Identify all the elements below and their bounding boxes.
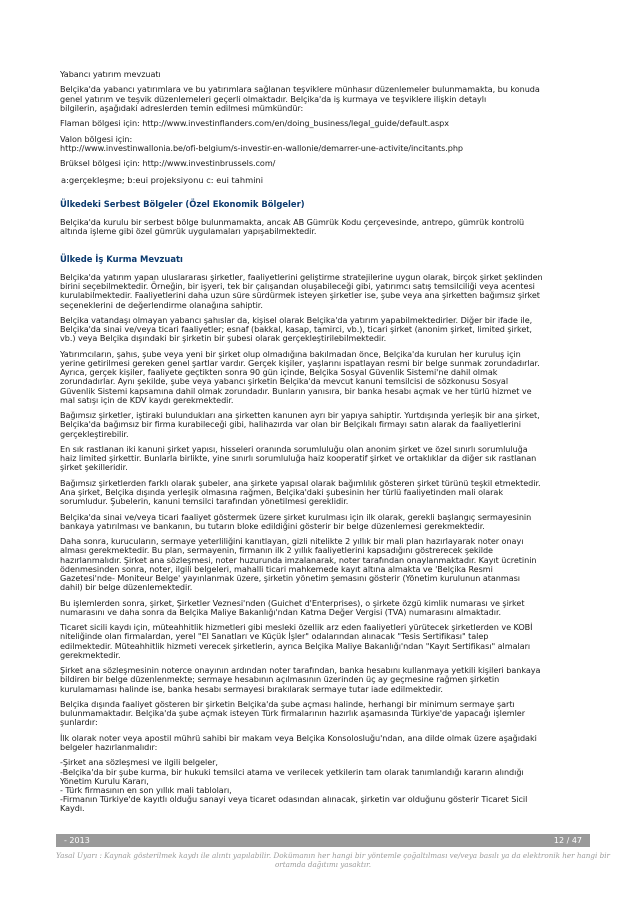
paragraph: Bağımsız şirketler, iştiraki bulundukları ana şirketten kanunen ayrı bir yapıya sahiptir. Yurtdışında yerleşik bir ana şirket, Belçika'da bağımsız bir firma kurabileceği gibi, halihazırda var olan bir Belçikalı firmayı satın alarak da faaliyetlerini gerçekleştirebilir. — [60, 410, 540, 439]
paragraph: Belçika vatandaşı olmayan yabancı şahıslar da, kişisel olarak Belçika'da yatırım yapabilmektedirler. Diğer bir ifade ile, Belçika'da sinai ve/veya ticari faaliyetler; esnaf (bakkal, kasap, tamirci, vb.), ticari şirket (anonim şirket, limited şirket, vb.) veya Belçika dışındaki bir şirketin bir şubesi olarak gerçekleştirilebilmektedir. — [60, 314, 533, 344]
free-zones-paragraph: Belçika'da kurulu bir serbest bölge bulunmamakta, ancak AB Gümrük Kodu çerçevesinde, antrepo, gümrük kontrolü altında işleme gibi özel gümrük uygulamaları yapışabilmektedir. — [60, 216, 525, 236]
list-item: - Türk firmasının en son yıllık mali tabloları, — [60, 784, 232, 795]
list-item: Yönetim Kurulu Kararı, — [60, 775, 149, 786]
footer-bar — [56, 834, 590, 847]
legend-note: a:gerçekleşme; b:eui projeksiyonu c: eui tahmini — [61, 174, 264, 185]
paragraph: Belçika'da yatırım yapan uluslararası şirketler, faaliyetlerini geliştirme stratejilerine uygun olarak, birçok şirket şeklinden birini seçebilmektedir. Örneğin, bir işyeri, tek bir çalışandan oluşabileceği gibi, yatırımcı satış temsilciliği veya acentesi kurulabilmektedir. Faaliyetlerini daha uzun süre sürdürmek isteyen şirketler ise, şube veya ana şirketten bağımsız şirket seçeneklerini de değerlendirme olanağına sahiptir. — [60, 271, 543, 310]
paragraph: Bu işlemlerden sonra, şirket, Şirketler Veznesi'nden (Guichet d'Enterprises), o şirkete özgü kimlik numarası ve şirket numarasını ve daha sonra da Belçika Maliye Bakanlığı'ndan Katma Değer Vergisi (TVA) numarasını almaktadır. — [60, 597, 525, 617]
footer-year: - 2013 — [64, 836, 90, 845]
flemish-region-link-text: Flaman bölgesi için: http://www.investinflanders.com/en/doing_business/legal_guide/default.aspx — [60, 118, 449, 129]
section-label: Yabancı yatırım mevzuatı — [60, 69, 161, 79]
paragraph: Ticaret sicili kaydı için, müteahhitlik hizmetleri gibi mesleki özellik arz eden faaliyetleri yürütecek şirketlerden ve KOBİ niteliğinde olan firmalardan, yerel "El Sanatları ve Küçük İşler" odalarından alınacak "Tesis Sertifikası" talep edilmektedir. Müteahhitlik hizmeti verecek şirketlerin, ayrıca Belçika Maliye Bakanlığı'ndan "Kayıt Sertifikası" almaları gerekmektedir. — [60, 622, 533, 660]
paragraph: Şirket ana sözleşmesinin noterce onayının ardından noter tarafından, banka hesabını kullanmaya yetkili kişileri bankaya bildiren bir belge düzenlenmekte; sermaye hesabının açılmasının üzerinden üç ay geçmesine rağmen şirketin kurulamaması halinde ise, banka hesabı sermayesi bırakılarak sermaye tutar iade edilmektedir. — [60, 665, 541, 694]
paragraph: Belçika dışında faaliyet gösteren bir şirketin Belçika'da şube açması halinde, herhangi bir minimum sermaye şartı bulunmamaktadır. Belçika'da şube açmak isteyen Türk firmalarının hazırlık aşamasında Türkiye'de yapacağı işlemler şunlardır: — [60, 698, 525, 728]
paragraph: En sık rastlanan iki kanuni şirket yapısı, hisseleri oranında sorumluluğu olan anonim şirket ve özel sınırlı sorumluluğa haiz limited şirkettir. Bunlarla birlikte, yine sınırlı sorumluluğa haiz kooperatif şirket ve ortaklıklar da diğer sık rastlanan şirket şekilleridir. — [60, 443, 537, 473]
paragraph: Bağımsız şirketlerden farklı olarak şubeler, ana şirkete yapısal olarak bağımlılık gösteren şirket türünü teşkil etmektedir. Ana şirket, Belçika dışında yerleşik olmasına rağmen, Belçika'daki şubesinin her türlü faaliyetinden mali olarak sorumludur. Şubelerin, kanuni temsilci tarafından yönetilmesi gereklidir. — [60, 477, 541, 507]
list-item: -Firmanın Türkiye'de kayıtlı olduğu sanayi veya ticaret odasından alınacak, şirketin var olduğunu gösterir Ticaret Sicil — [60, 794, 528, 805]
list-item: -Belçika'da bir şube kurma, bir hukuki temsilci atama ve verilecek yetkilerin tam olarak tanımlandığı kararın alındığı — [60, 766, 524, 777]
required-documents-list — [60, 758, 588, 813]
page-number: 12 / 47 — [553, 836, 582, 845]
document-body — [60, 70, 588, 820]
wallonia-region-link-text: Valon bölgesi için: http://www.investinwallonia.be/ofi-belgium/s-investir-en-wallonie/demarrer-une-activite/incitants.php — [60, 133, 464, 153]
heading-free-zones: Ülkedeki Serbest Bölgeler (Özel Ekonomik Bölgeler) — [60, 198, 305, 209]
brussels-region-link-text: Brüksel bölgesi için: http://www.investinbrussels.com/ — [60, 158, 276, 169]
paragraph: Belçika'da sinai ve/veya ticari faaliyet göstermek üzere şirket kurulması için ilk olarak, gerekli başlangıç sermayesinin bankaya yatırılması ve bankanın, bu tutarın bloke edildiğini gösterir bir belge düzenlemesi gerekmektedir. — [60, 511, 532, 531]
paragraph: İlk olarak noter veya apostil mührü sahibi bir makam veya Belçika Konsolosluğu'ndan, ana dilde olmak üzere aşağıdaki belgeler hazırlanmalıdır: — [60, 732, 537, 752]
intro-paragraph: Belçika'da yabancı yatırımlara ve bu yatırımlara sağlanan teşviklere münhasır düzenlemeler bulunmamakta, bu konuda genel yatırım ve teşvik düzenlemeleri geçerli olmaktadır. Belçika'da iş kurmaya ve teşviklere ilişkin detaylı bilgilerin, aşağıdaki adreslerden temin edilmesi mümkündür: — [60, 84, 540, 113]
paragraph: Yatırımcıların, şahıs, şube veya yeni bir şirket olup olmadığına bakılmadan önce, Belçika'da kurulan her kuruluş için yerine getirilmesi gereken genel şartlar vardır. Gerçek kişiler, yaşlarını ispatlayan resmi bir belge sunmak zorundadırlar. Ayrıca, gerçek kişiler, faaliyete geçtikten sonra 90 gün içinde, Belçika Sosyal Güvenlik Sistemi'ne dahil olmak zorundadırlar. Aynı şekilde, şube veya yabancı şirketin Belçika'da mevcut kanuni temsilcisi de sözkonusu Sosyal Güvenlik Sistemi kapsamına dahil olmak zorundadır. Bunların yanısıra, bir banka hesabı açmak ve her türlü hizmet ve mal satışı için de KDV kaydı gerekmektedir. — [60, 348, 540, 405]
heading-business-setup: Ülkede İş Kurma Mevzuatı — [60, 253, 183, 264]
legal-notice: Yasal Uyarı : Kaynak gösterilmek kaydı ile alıntı yapılabilir. Dokümanın her hangi bir yöntemle çoğaltılması ve/veya basılı ya da elektronik her hangi bir ortamda dağıtımı yasaktır. — [56, 851, 610, 869]
list-item: Kaydı. — [60, 803, 85, 814]
paragraph: Daha sonra, kurucuların, sermaye yeterliliğini kanıtlayan, gizli nitelikte 2 yıllık bir mali plan hazırlayarak noter onayı alması gerekmektedir. Bu plan, sermayenin, firmanın ilk 2 yıllık faaliyetlerini kapsadığını göstrerecek şekilde hazırlanmalıdır. Şirket ana sözleşmesi, noter huzurunda imzalanarak, noter tarafından onaylanmaktadır. Kayıt ücretinin ödenmesinden sonra, noter, ilgili belgeleri, mahalli ticari mahkemede kayıt altına almakta ve 'Belçika Resmi Gazetesi'nde- Moniteur Belge' yayınlanmak üzere, şirketin yönetim şemasını gösterir (Yönetim kurulunun atanması dahil) bir belge düzenlemektedir. — [60, 536, 537, 593]
list-item: -Şirket ana sözleşmesi ve ilgili belgeler, — [60, 757, 218, 768]
